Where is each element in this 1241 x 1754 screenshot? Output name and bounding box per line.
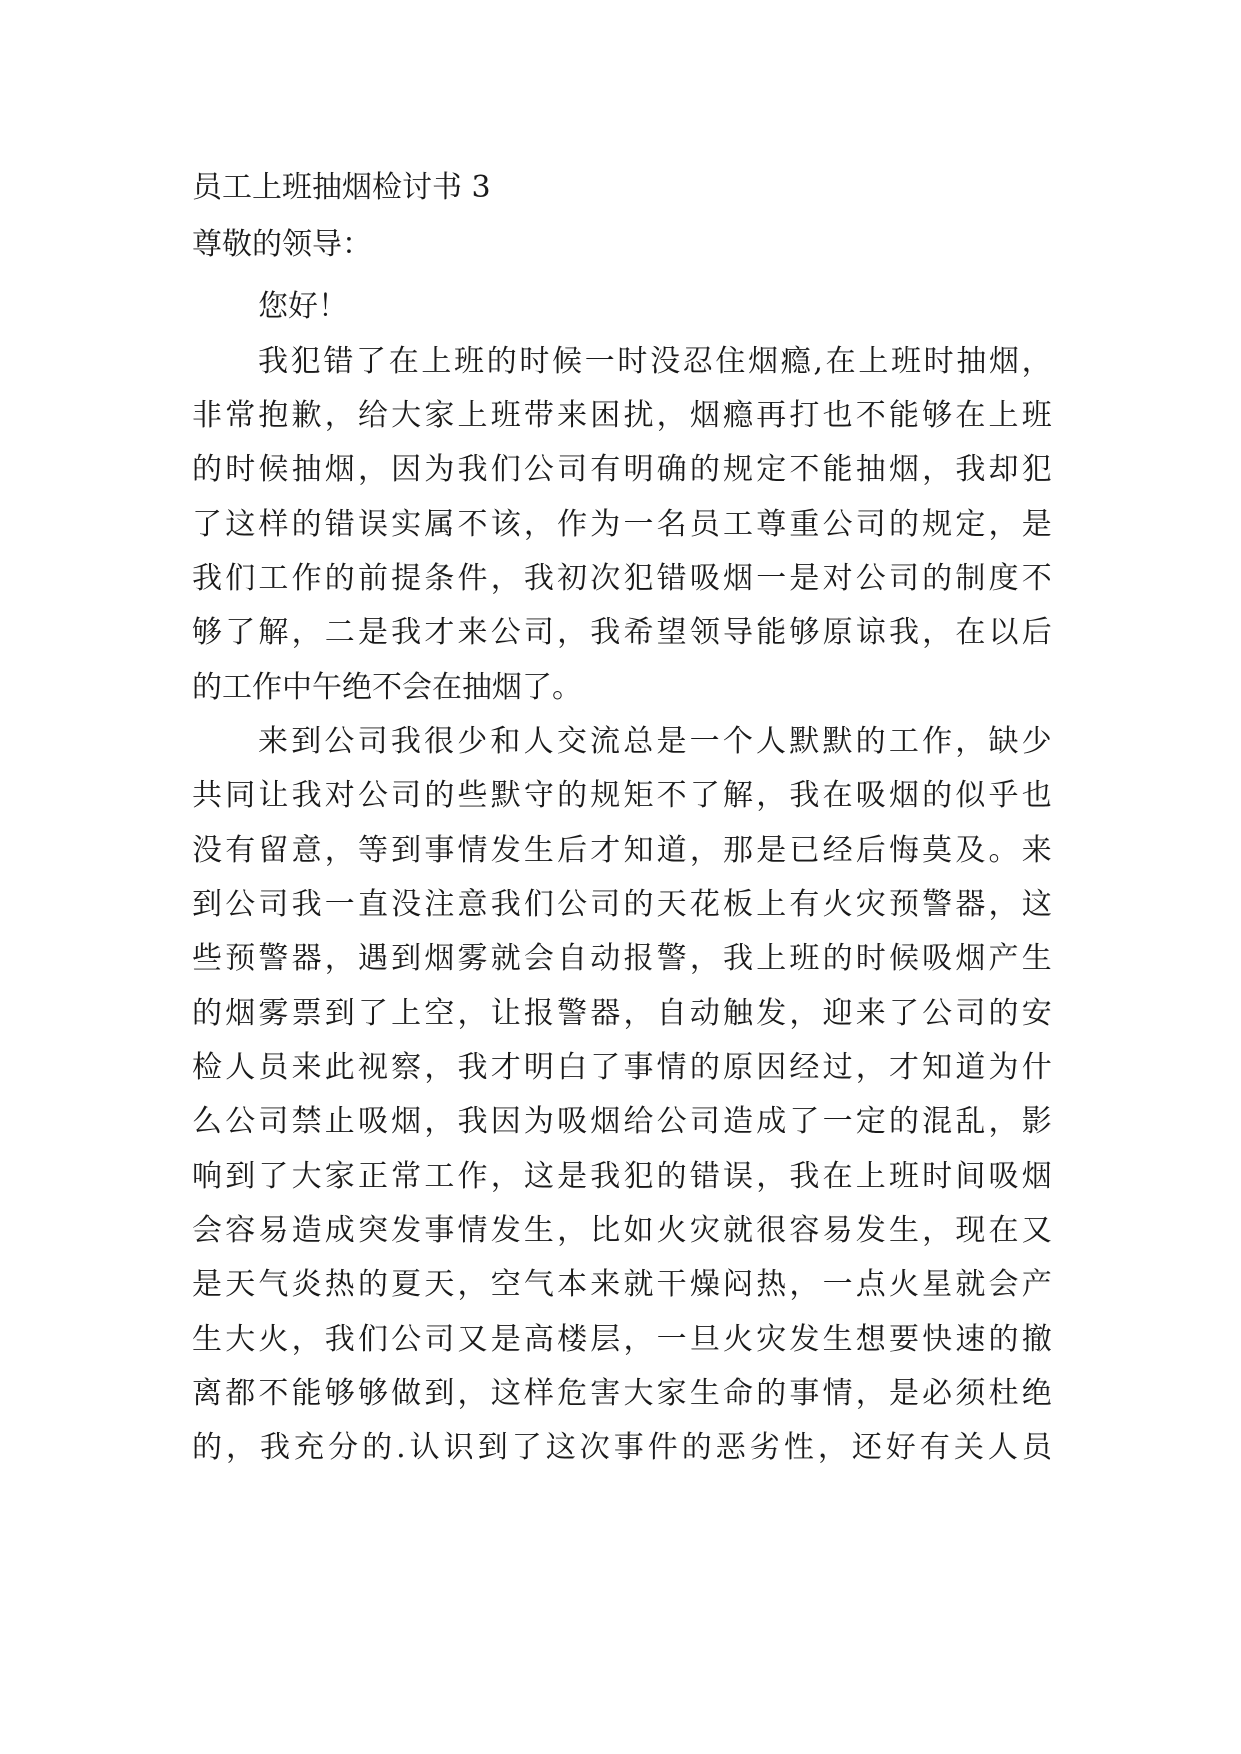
body-line: 共 同 让 我 对 公 司 的 些 默 守 的 规 矩 不 了 解 ， 我 在 吸 烟 的 似 乎 也: [192, 778, 1052, 813]
salutation: 尊敬的领导：: [192, 227, 372, 262]
body-line: 够 了 解 ， 二 是 我 才 来 公 司 ， 我 希 望 领 导 能 够 原 谅 我 ， 在 以 后: [192, 615, 1052, 650]
body-line: 我 犯 错 了 在 上 班 的 时 候 一 时 没 忍 住 烟 瘾 , 在 上 班 时 抽 烟 ，: [258, 344, 1052, 379]
body-line: 是 天 气 炎 热 的 夏 天 ， 空 气 本 来 就 干 燥 闷 热 ， 一 点 火 星 就 会 产: [192, 1267, 1052, 1302]
body-line: 来 到 公 司 我 很 少 和 人 交 流 总 是 一 个 人 默 默 的 工 作 ， 缺 少: [258, 724, 1052, 759]
body-line: 的 时 候 抽 烟 ， 因 为 我 们 公 司 有 明 确 的 规 定 不 能 抽 烟 ， 我 却 犯: [192, 452, 1052, 487]
body-line: 么 公 司 禁 止 吸 烟 ， 我 因 为 吸 烟 给 公 司 造 成 了 一 定 的 混 乱 ， 影: [192, 1104, 1052, 1139]
body-line: 些 预 警 器 ， 遇 到 烟 雾 就 会 自 动 报 警 ， 我 上 班 的 时 候 吸 烟 产 生: [192, 941, 1052, 976]
body-line: 到 公 司 我 一 直 没 注 意 我 们 公 司 的 天 花 板 上 有 火 灾 预 警 器 ， 这: [192, 887, 1052, 922]
body-line: 会 容 易 造 成 突 发 事 情 发 生 ， 比 如 火 灾 就 很 容 易 发 生 ， 现 在 又: [192, 1213, 1052, 1248]
document-title: 员工上班抽烟检讨书 3: [192, 170, 491, 205]
body-line: 生 大 火 ， 我 们 公 司 又 是 高 楼 层 ， 一 旦 火 灾 发 生 想 要 快 速 的 撤: [192, 1322, 1052, 1357]
body-line: 的 烟 雾 票 到 了 上 空 ， 让 报 警 器 ， 自 动 触 发 ， 迎 来 了 公 司 的 安: [192, 996, 1052, 1031]
body-line: 非 常 抱 歉 ， 给 大 家 上 班 带 来 困 扰 ， 烟 瘾 再 打 也 不 能 够 在 上 班: [192, 398, 1052, 433]
greeting: 您好！: [258, 289, 348, 324]
body-line: 我 们 工 作 的 前 提 条 件 ， 我 初 次 犯 错 吸 烟 一 是 对 公 司 的 制 度 不: [192, 561, 1052, 596]
body-line: 响 到 了 大 家 正 常 工 作 ， 这 是 我 犯 的 错 误 ， 我 在 上 班 时 间 吸 烟: [192, 1159, 1052, 1194]
body-line: 了 这 样 的 错 误 实 属 不 该 ， 作 为 一 名 员 工 尊 重 公 司 的 规 定 ， 是: [192, 507, 1052, 542]
body-line: 的工作中午绝不会在抽烟了。: [192, 670, 582, 705]
body-line: 没 有 留 意 ， 等 到 事 情 发 生 后 才 知 道 ， 那 是 已 经 后 悔 莫 及 。 来: [192, 833, 1052, 868]
body-line: 检 人 员 来 此 视 察 ， 我 才 明 白 了 事 情 的 原 因 经 过 ， 才 知 道 为 什: [192, 1050, 1052, 1085]
body-line: 的 ， 我 充 分 的 . 认 识 到 了 这 次 事 件 的 恶 劣 性 ， 还 好 有 关 人 员: [192, 1430, 1052, 1465]
body-line: 离 都 不 能 够 够 做 到 ， 这 样 危 害 大 家 生 命 的 事 情 ， 是 必 须 杜 绝: [192, 1376, 1052, 1411]
